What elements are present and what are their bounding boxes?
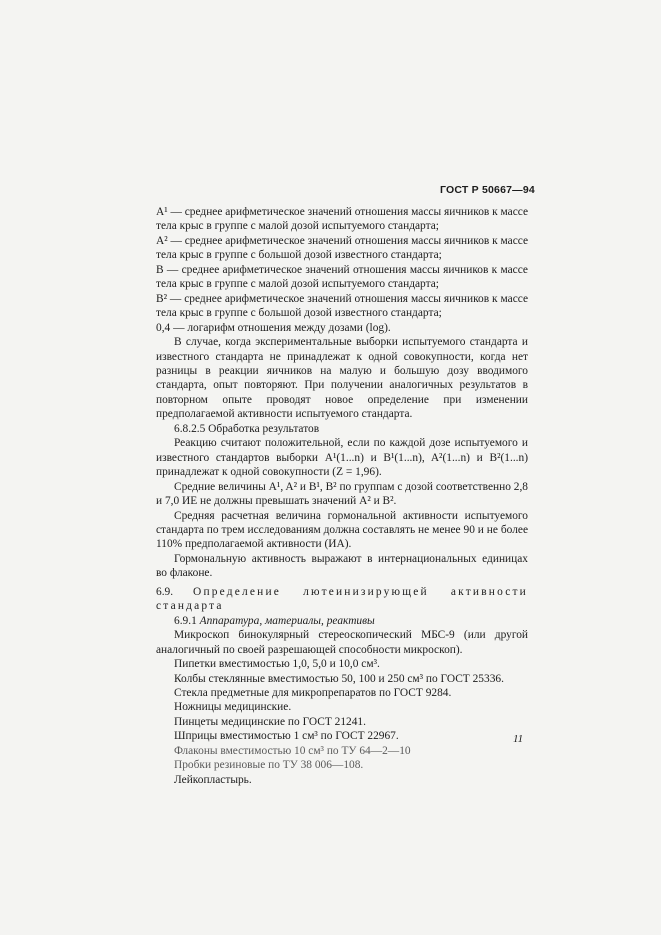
paragraph-units: Гормональную активность выражают в интернациональных единицах во флаконе. (156, 552, 528, 580)
section-title: Определение лютеинизирующей активности стандарта (156, 585, 528, 613)
definition-log: 0,4 — логарифм отношения между дозами (log). (156, 321, 391, 334)
heading-6-8-2-5: 6.8.2.5 Обработка результатов (174, 422, 320, 435)
item-microscope: Микроскоп бинокулярный стереоскопический МБС-9 (или другой аналогичный по своей разрешающей способности микроскоп). (156, 629, 528, 656)
subsection-number: 6.9.1 (174, 614, 197, 627)
definition-a1: A¹ — среднее арифметическое значений отношения массы яичников к массе тела крыс в группе с малой дозой испытуемого стандарта; (156, 206, 528, 233)
page-number: 11 (513, 733, 524, 745)
paragraph-positive: Реакцию считают положительной, если по каждой дозе испытуемого и известного стандартов выборки A¹(1...n) и B¹(1...n), A²(1...n) и B²(1...n) принадлежат к одной совокупности (Z = 1,96). (156, 437, 528, 479)
paragraph-averages: Средние величины A¹, A² и B¹, B² по группам с дозой соответственно 2,8 и 7,0 ИЕ не должны превышать значений A² и B². (156, 480, 528, 508)
item-plaster: Лейкопластырь. (174, 773, 252, 786)
item-vials: Флаконы вместимостью 10 см³ по ТУ 64—2—10 (174, 744, 411, 757)
paragraph-repeat: В случае, когда экспериментальные выборки испытуемого стандарта и известного стандарта не принадлежат к одной совокупности, когда нет разницы в реакции яичников на малую и большую дозу вводимого стандарта, опыт повторяют. При получении аналогичных результатов в повторном опыте проводят новое определение при изменении предполагаемой активности испытуемого стандарта. (156, 336, 528, 421)
item-stoppers: Пробки резиновые по ТУ 38 006—108. (174, 759, 364, 772)
section-number: 6.9. (156, 585, 174, 598)
document-body (156, 205, 528, 787)
item-syringes: Шприцы вместимостью 1 см³ по ГОСТ 22967. (174, 730, 399, 743)
item-pipettes: Пипетки вместимостью 1,0, 5,0 и 10,0 см³. (174, 658, 380, 671)
item-slides: Стекла предметные для микропрепаратов по ГОСТ 9284. (174, 686, 452, 699)
subsection-6-9-1 (156, 614, 528, 628)
document-header: ГОСТ Р 50667—94 (440, 184, 535, 196)
item-flasks: Колбы стеклянные вместимостью 50, 100 и 250 см³ по ГОСТ 25336. (174, 672, 504, 685)
definition-b2: B² — среднее арифметическое значений отношения массы яичников к массе тела крыс в группе с большой дозой известного стандарта; (156, 292, 528, 320)
item-tweezers: Пинцеты медицинские по ГОСТ 21241. (174, 715, 366, 728)
subsection-title: Аппаратура, материалы, реактивы (199, 614, 375, 627)
definition-a2: A² — среднее арифметическое значений отношения массы яичников к массе тела крыс в группе с большой дозой известного стандарта; (156, 234, 528, 262)
item-scissors: Ножницы медицинские. (174, 701, 292, 714)
section-6-9 (156, 585, 528, 614)
definition-b: B — среднее арифметическое значений отношения массы яичников к массе тела крыс в группе с малой дозой испытуемого стандарта; (156, 263, 528, 291)
paragraph-activity: Средняя расчетная величина гормональной активности испытуемого стандарта по трем исследованиям должна составлять не менее 90 и не более 110% предполагаемой активности (ИА). (156, 509, 528, 551)
